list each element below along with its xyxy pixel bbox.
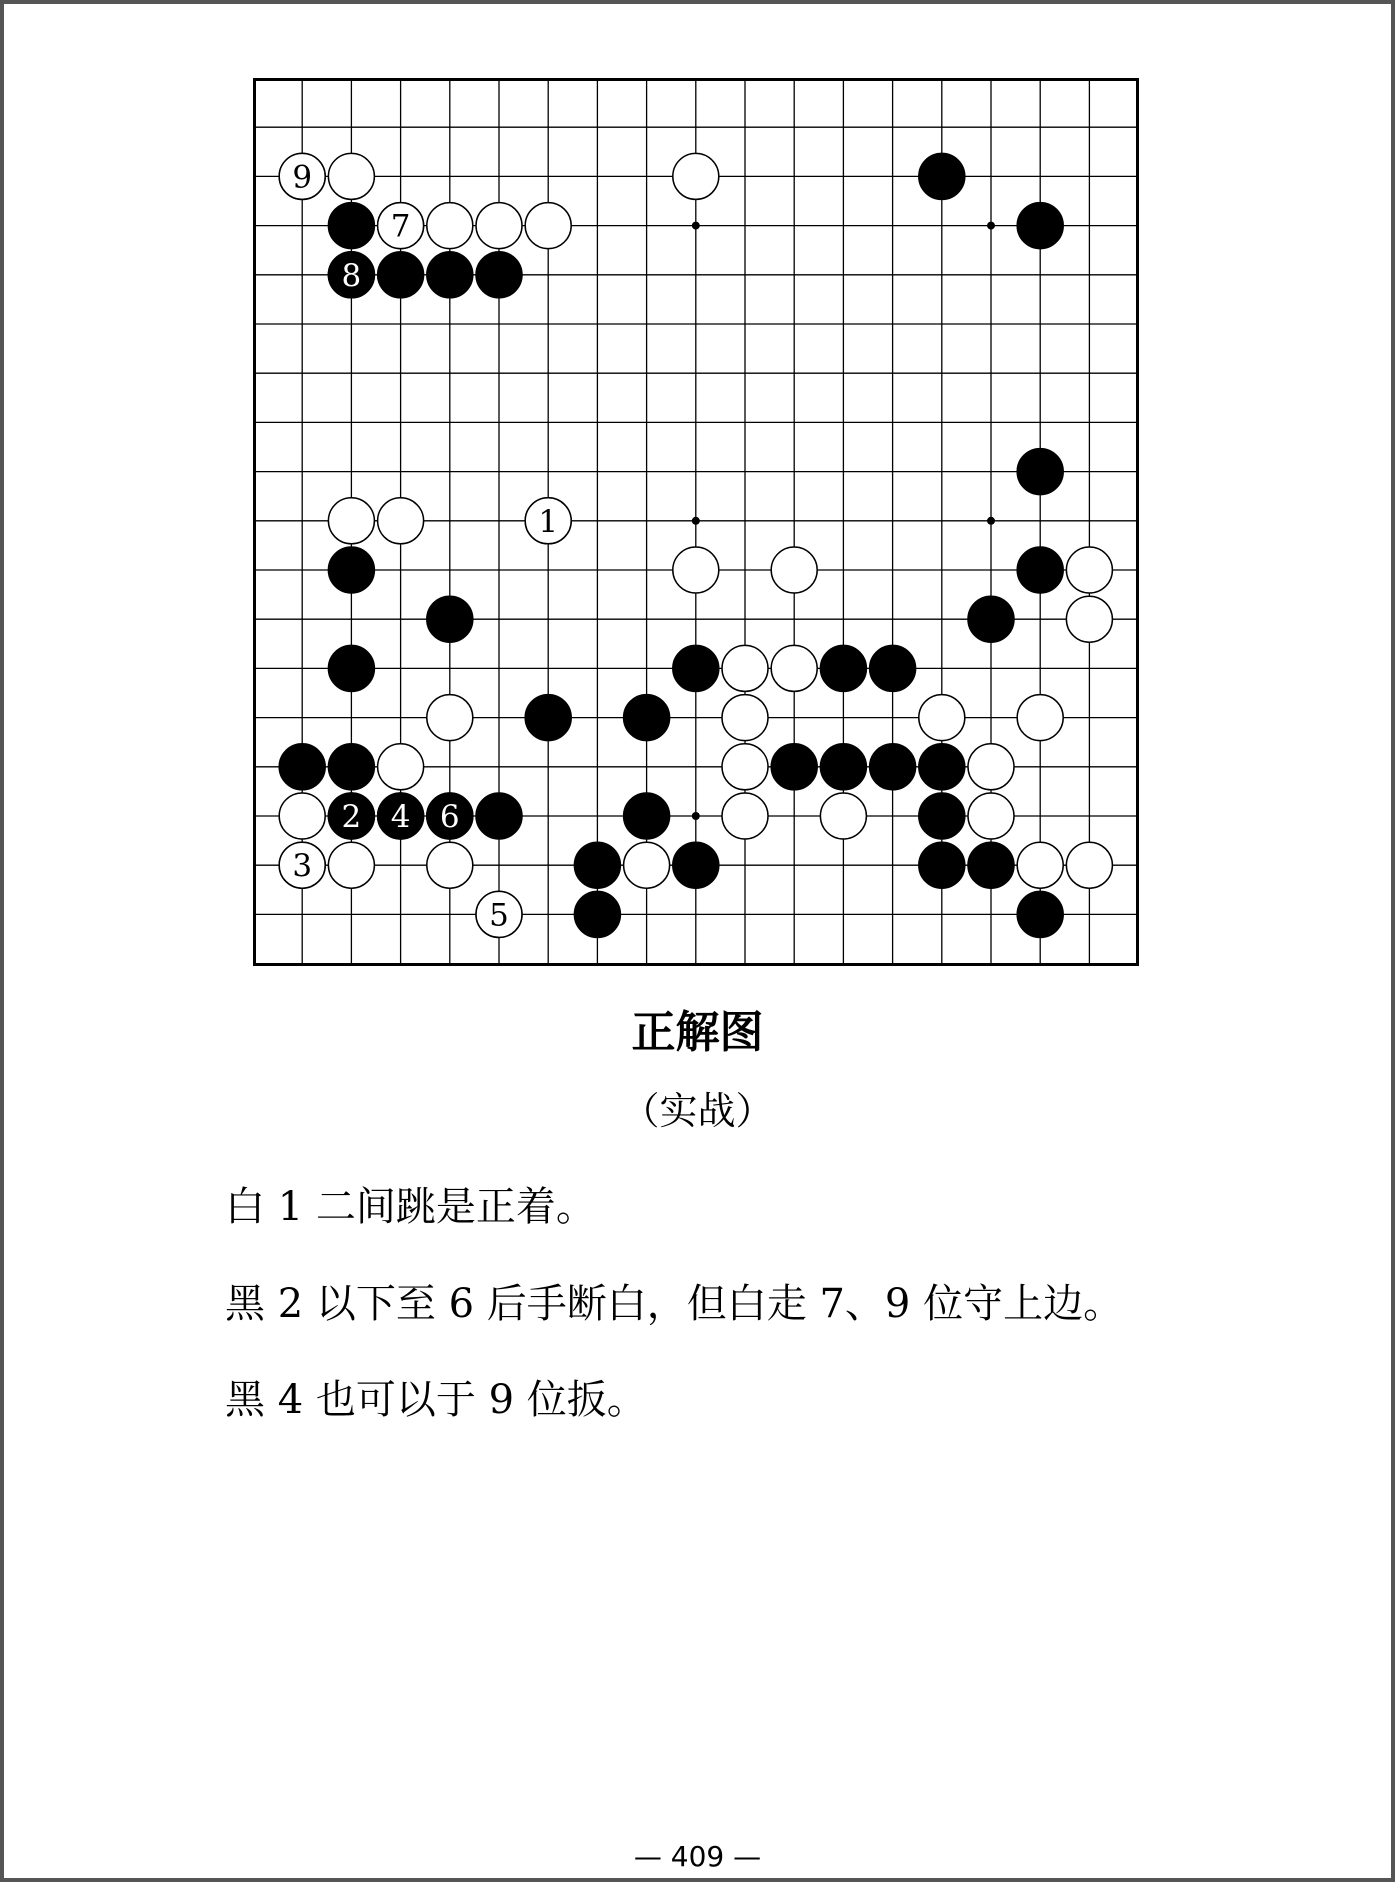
black-stone [328, 547, 374, 593]
white-stone [1017, 842, 1063, 888]
white-stone [722, 645, 768, 691]
star-point [987, 222, 995, 230]
white-stone [771, 645, 817, 691]
move-number-label: 6 [439, 799, 460, 835]
black-stone [968, 596, 1014, 642]
black-stone [427, 596, 473, 642]
black-stone [771, 744, 817, 790]
white-stone [771, 547, 817, 593]
white-stone [1066, 842, 1112, 888]
star-point [692, 517, 700, 525]
white-stone [378, 744, 424, 790]
white-stone [722, 793, 768, 839]
white-stone [1017, 695, 1063, 741]
black-stone [427, 252, 473, 298]
black-stone [378, 252, 424, 298]
commentary-line-3: 黑 4 也可以于 9 位扳。 [225, 1377, 647, 1423]
white-stone [328, 153, 374, 199]
move-number-label: 7 [390, 208, 411, 245]
black-stone [525, 695, 571, 741]
white-stone [328, 842, 374, 888]
black-stone [624, 695, 670, 741]
white-stone [968, 744, 1014, 790]
move-number-label: 9 [292, 159, 313, 196]
white-stone [820, 793, 866, 839]
black-stone [1017, 547, 1063, 593]
move-number-label: 8 [341, 257, 362, 294]
black-stone [919, 842, 965, 888]
black-stone [574, 842, 620, 888]
white-stone [673, 153, 719, 199]
black-stone [820, 645, 866, 691]
white-stone [279, 793, 325, 839]
black-stone [919, 793, 965, 839]
white-stone [968, 793, 1014, 839]
diagram-title: 正解图 [631, 1007, 764, 1058]
go-board-diagram [253, 78, 1139, 966]
white-stone [427, 203, 473, 249]
black-stone [279, 744, 325, 790]
black-stone [1017, 203, 1063, 249]
commentary-line-1: 白 1 二间跳是正着。 [225, 1184, 596, 1230]
move-number-label: 1 [538, 503, 559, 540]
move-number-label: 4 [390, 799, 411, 835]
white-stone [1066, 596, 1112, 642]
white-stone [378, 498, 424, 544]
white-stone [427, 695, 473, 741]
white-stone [427, 842, 473, 888]
black-stone [673, 842, 719, 888]
white-stone [1066, 547, 1112, 593]
black-stone [328, 645, 374, 691]
page-number: — 409 — [633, 1840, 762, 1873]
black-stone [328, 203, 374, 249]
black-stone [968, 842, 1014, 888]
white-stone [722, 744, 768, 790]
star-point [987, 517, 995, 525]
star-point [692, 812, 700, 820]
black-stone [1017, 891, 1063, 937]
black-stone [574, 891, 620, 937]
diagram-subtitle: （实战） [621, 1089, 774, 1133]
move-number-label: 5 [489, 897, 509, 934]
black-stone [624, 793, 670, 839]
black-stone [919, 744, 965, 790]
black-stone [1017, 449, 1063, 495]
white-stone [673, 547, 719, 593]
black-stone [476, 793, 522, 839]
black-stone [870, 744, 916, 790]
white-stone [722, 695, 768, 741]
go-board [253, 78, 1139, 966]
black-stone [673, 645, 719, 691]
star-point [692, 222, 700, 230]
white-stone [328, 498, 374, 544]
black-stone [870, 645, 916, 691]
move-number-label: 3 [292, 848, 313, 885]
black-stone [820, 744, 866, 790]
black-stone [476, 252, 522, 298]
move-number-label: 2 [341, 799, 362, 835]
white-stone [624, 842, 670, 888]
white-stone [919, 695, 965, 741]
commentary-line-2: 黑 2 以下至 6 后手断白，但白走 7、9 位守上边。 [225, 1281, 1124, 1327]
black-stone [919, 153, 965, 199]
white-stone [476, 203, 522, 249]
white-stone [525, 203, 571, 249]
black-stone [328, 744, 374, 790]
